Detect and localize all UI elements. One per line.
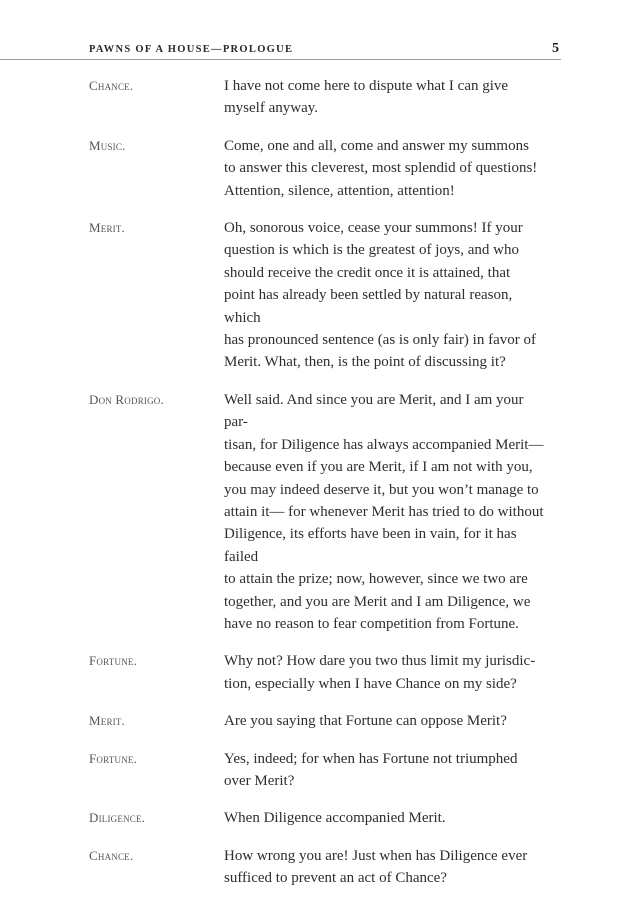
speech (89, 807, 549, 829)
speech (89, 845, 549, 890)
speaker-label: Merit. (89, 713, 126, 729)
speech (89, 217, 549, 374)
dialogue-text: When Diligence accompanied Merit. (224, 810, 446, 827)
speaker-label: Chance. (89, 847, 134, 863)
speech (89, 748, 549, 793)
dialogue-text: Are you saying that Fortune can oppose Merit? (224, 713, 507, 730)
dialogue-text: Come, one and all, come and answer my summons to answer this cleverest, most splendid of questions! Attention, silence, attention, attention! (224, 137, 538, 199)
page-number: 5 (552, 41, 559, 56)
speech (89, 389, 549, 635)
speaker-label: Fortune. (89, 653, 138, 669)
dialogue-text: How wrong you are! Just when has Diligence ever sufficed to prevent an act of Chance? (224, 847, 528, 887)
speaker-label: Fortune. (89, 750, 138, 766)
speaker-label: Merit. (89, 220, 126, 236)
dialogue-text: Well said. And since you are Merit, and I am your par- tisan, for Diligence has always accompanied Merit— because even if you are Merit, if I am not with you, you may indeed deserve it, but you won’t manage to attain it— for whenever Merit has tried to do without Diligence, its efforts have been in vain, for it has failed to attain the prize; now, however, since we two are together, and you are Merit and I am Diligence, we have no reason to fear competition from Fortune. (224, 391, 544, 632)
dialogue-text: I have not come here to dispute what I can give myself anyway. (224, 78, 509, 117)
speaker-label: Music. (89, 137, 126, 153)
running-head (0, 42, 561, 60)
speaker-label: Chance. (89, 78, 134, 93)
speaker-label: Diligence. (89, 810, 146, 826)
dialogue-text: Why not? How dare you two thus limit my jurisdic- tion, especially when I have Chance on my side? (224, 653, 536, 692)
speaker-label: Don Rodrigo. (89, 391, 164, 407)
speech (89, 650, 549, 695)
dialogue-text: Yes, indeed; for when has Fortune not triumphed over Merit? (224, 750, 518, 789)
speech (89, 75, 549, 120)
running-title: PAWNS OF A HOUSE—PROLOGUE (89, 44, 294, 55)
script-body (89, 75, 549, 905)
speech (89, 135, 549, 202)
speech (89, 710, 549, 732)
dialogue-text: Oh, sonorous voice, cease your summons! If your question is which is the greatest of joys, and who should receive the credit once it is attained, that point has already been settled by natural reason, which has pronounced sentence (as is only fair) in favor of Merit. What, then, is the point of discussing it? (224, 220, 536, 371)
